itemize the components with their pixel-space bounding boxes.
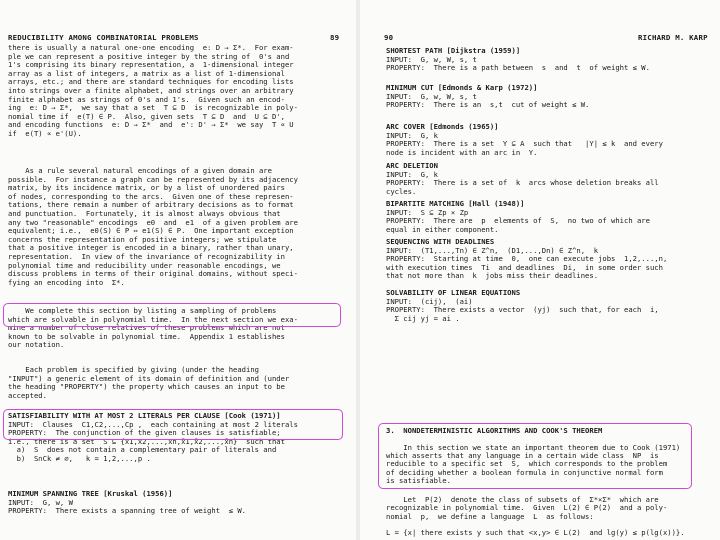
problem-line: INPUT: S ⊆ Zp × Zp <box>386 207 469 217</box>
left-paragraph-line: array as a list of integers, a matrix as a list of 1-dimensional <box>8 68 285 78</box>
left-paragraph-line: matrix, by its incidence matrix, or by a list of unordered pairs <box>8 183 285 193</box>
problem-line: PROPERTY: There is a path between s and t of weight ≤ W. <box>386 63 650 73</box>
problem-line: PROPERTY: There is a set of k arcs whose deletion breaks all <box>386 178 659 188</box>
tail-line: nomial p, we define a language L as follows: <box>386 511 594 521</box>
problem-line: node is incident with an arc in Y. <box>386 147 538 157</box>
left-paragraph-line: into strings over a finite alphabet, and strings over an arbitrary <box>8 86 294 95</box>
satisfiability-line: b) S∩Ck ≠ ∅, k = 1,2,...,p . <box>8 454 151 463</box>
problem-line: SEQUENCING WITH DEADLINES <box>386 237 495 246</box>
min-spanning-tree-line: PROPERTY: There exists a spanning tree of weight ≤ W. <box>8 506 246 516</box>
min-spanning-tree-line: MINIMUM SPANNING TREE [Kruskal (1956)] <box>8 489 173 498</box>
left-paragraph-line: possible. For instance a graph can be represented by its adjacency <box>8 174 298 184</box>
problem-line: SOLVABILITY OF LINEAR EQUATIONS <box>386 288 521 297</box>
right-page-number: 90 <box>384 33 394 42</box>
problem-line: equal in either component. <box>386 224 499 234</box>
section3-line: 3. NONDETERMINISTIC ALGORITHMS AND COOK'S THEOREM <box>386 426 603 435</box>
problem-line: PROPERTY: Starting at time 0, one can execute jobs 1,2,...,n, <box>386 254 668 264</box>
left-paragraph-line: 1's comprising its binary representation, a 1-dimensional integer <box>8 60 294 70</box>
left-page-number: 89 <box>330 33 340 42</box>
min-spanning-tree-line: INPUT: G, w, W <box>8 497 73 507</box>
problem-line: cycles. <box>386 186 417 196</box>
left-paragraph-line: the heading "PROPERTY") the property which causes an input to be <box>8 382 285 392</box>
satisfiability-line: a) S does not contain a complementary pair of literals and <box>8 445 277 455</box>
left-paragraph-line: "INPUT") a generic element of its domain of definition and (under <box>8 373 290 383</box>
problem-line: PROPERTY: There is an s,t cut of weight ≤ W. <box>386 100 590 110</box>
problem-line: INPUT: G, w, W, s, t <box>386 54 477 64</box>
problem-line: PROPERTY: There are p elements of S, no two of which are <box>386 216 650 226</box>
left-paragraph-line: Each problem is specified by giving (under the heading <box>8 365 259 374</box>
problem-line: INPUT: (T1,...,Tn) ∈ Z^n, (D1,...,Dn) ∈ Z^n, k <box>386 245 599 255</box>
left-paragraph-line: representation. In view of the invariance of recognizability in <box>8 252 285 261</box>
section3-line: is satisfiable. <box>386 475 451 485</box>
left-paragraph-line: and punctuation. Fortunately, it is almost always obvious that <box>8 209 281 218</box>
problem-line: ARC COVER [Edmonds (1965)] <box>386 122 499 131</box>
section3-line: reducible to a specific set S, which corresponds to the problem <box>386 459 668 469</box>
satisfiability-line: INPUT: Clauses C1,C2,...,Cp , each containing at most 2 literals <box>8 419 298 429</box>
problem-line: Σ cij yj = ai . <box>386 313 460 323</box>
left-paragraph-line: any two "reasonable" encodings e0 and e1 of a given problem are <box>8 217 298 227</box>
left-paragraph-line: mine a number of close relatives of these problems which are not <box>8 323 285 333</box>
left-paragraph-line: We complete this section by listing a sampling of problems <box>8 306 277 315</box>
left-paragraph-line: tations, there remain a number of arbitrary decisions as to format <box>8 200 294 210</box>
left-paragraph-line: which are solvable in polynomial time. In the next section we exa- <box>8 314 298 324</box>
section3-line: which asserts that any language in a certain wide class NP is <box>386 450 659 460</box>
problem-line: with execution times Ti and deadlines Di, in some order such <box>386 262 663 272</box>
tail-line: recognizable in polynomial time. Given L(2) ∈ P(2) and a poly- <box>386 503 668 513</box>
left-paragraph-line: finite alphabet as strings of 0's and 1's. Given such an encod- <box>8 94 285 104</box>
left-paragraph-line: polynomial time and reducibility under reasonable encodings, we <box>8 260 281 270</box>
left-paragraph-line: ing e: D → Σ*, we say that a set T ⊆ D is recognizable in poly- <box>8 103 298 113</box>
tail-line: Let P(2) denote the class of subsets of Σ*×Σ* which are <box>386 495 659 504</box>
highlight-box-satisfiability <box>3 409 343 440</box>
tail-line: L = {x| there exists y such that <x,y> ∈ L(2) and lg(y) ≤ p(lg(x))}. <box>386 528 685 538</box>
left-paragraph-line: nomial time if e(T) ∈ P. Also, given sets T ⊆ D and U ⊆ D', <box>8 111 285 121</box>
problem-line: PROPERTY: There exists a vector (yj) such that, for each i, <box>386 305 659 315</box>
left-paragraph-line: ple we can represent a positive integer by the string of 0's and <box>8 51 290 61</box>
satisfiability-line: PROPERTY: The conjunction of the given clauses is satisfiable; <box>8 428 281 438</box>
left-paragraph-line: concerns the representation of positive integers; we stipulate <box>8 234 277 244</box>
section3-line: In this section we state an important theorem due to Cook (1971) <box>386 442 681 452</box>
left-running-head: REDUCIBILITY AMONG COMBINATORIAL PROBLEMS <box>8 33 199 42</box>
left-paragraph-line: discuss problems in terms of their original domains, without speci- <box>8 269 298 279</box>
problem-line: ARC DELETION <box>386 161 438 170</box>
section3-line: of deciding whether a boolean formula in conjunctive normal form <box>386 467 663 477</box>
left-paragraph-line: and encoding functions e: D → Σ* and e': D' → Σ* we say T ∝ U <box>8 120 294 130</box>
problem-line: INPUT: G, w, W, s, t <box>386 91 477 101</box>
problem-line: INPUT: G, k <box>386 169 438 179</box>
left-paragraph-line: our notation. <box>8 340 65 350</box>
highlight-box-section3 <box>378 423 692 489</box>
problem-line: SHORTEST PATH [Dijkstra (1959)] <box>386 46 521 55</box>
problem-line: INPUT: G, k <box>386 130 438 140</box>
right-running-head: RICHARD M. KARP <box>638 33 708 42</box>
left-paragraph-line: there is usually a natural one-one encoding e: D → Σ*. For exam- <box>8 43 294 52</box>
left-paragraph-line: accepted. <box>8 390 47 400</box>
left-paragraph-line: known to be solvable in polynomial time. Appendix 1 establishes <box>8 331 285 341</box>
left-page <box>0 0 356 540</box>
satisfiability-line: i.e., there is a set S ⊆ {x1,x2,...,xn,x̄1,x̄2,...,x̄n} such that <box>8 436 285 446</box>
left-paragraph-line: of nodes, corresponding to the arcs. Given one of these represen- <box>8 191 294 201</box>
left-paragraph-line: arrays, etc.; and there are standard techniques for encoding lists <box>8 77 294 87</box>
satisfiability-line: SATISFIABILITY WITH AT MOST 2 LITERALS PER CLAUSE [Cook (1971)] <box>8 411 281 420</box>
left-paragraph-line: equivalent; i.e., e0(S) ∈ P ⇔ e1(S) ∈ P. One important exception <box>8 226 294 236</box>
left-paragraph-line: that a positive integer is encoded in a binary, rather than unary, <box>8 243 294 253</box>
problem-line: BIPARTITE MATCHING [Hall (1948)] <box>386 199 525 208</box>
left-paragraph-line: As a rule several natural encodings of a given domain are <box>8 166 272 175</box>
problem-line: PROPERTY: There is a set Y ⊆ A such that |Y| ≤ k and every <box>386 139 663 149</box>
problem-line: INPUT: (cij), (ai) <box>386 296 473 306</box>
highlight-box-sampling <box>3 303 341 327</box>
left-paragraph-line: if e(T) ∝ e'(U). <box>8 129 82 138</box>
problem-line: that not more than k jobs miss their deadlines. <box>386 271 599 281</box>
left-paragraph-line: fying an encoding into Σ*. <box>8 277 125 287</box>
problem-line: MINIMUM CUT [Edmonds & Karp (1972)] <box>386 83 538 92</box>
